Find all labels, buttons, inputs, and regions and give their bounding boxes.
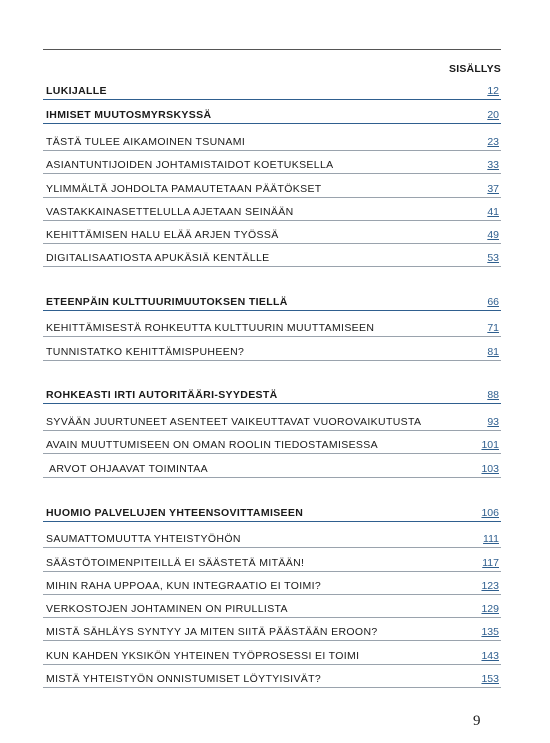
top-rule xyxy=(43,49,501,50)
entry-divider xyxy=(43,640,501,641)
toc-entry[interactable] xyxy=(43,250,501,267)
entry-title: MISTÄ YHTEISTYÖN ONNISTUMISET LÖYTYISIVÄT? xyxy=(46,673,322,685)
entry-divider xyxy=(43,360,501,361)
entry-title: DIGITALISAATIOSTA APUKÄSIÄ KENTÄLLE xyxy=(46,252,270,264)
entry-page-link[interactable]: 111 xyxy=(483,533,499,545)
toc-entry[interactable] xyxy=(43,181,501,198)
entry-page-link[interactable]: 41 xyxy=(487,206,499,218)
toc-entry[interactable] xyxy=(43,107,501,124)
entry-title: YLIMMÄLTÄ JOHDOLTA PAMAUTETAAN PÄÄTÖKSET xyxy=(46,183,322,195)
entry-title: IHMISET MUUTOSMYRSKYSSÄ xyxy=(46,109,212,121)
entry-page-link[interactable]: 71 xyxy=(487,322,499,334)
entry-title: KEHITTÄMISESTÄ ROHKEUTTA KULTTUURIN MUUTTAMISEEN xyxy=(46,322,375,334)
toc-entry[interactable] xyxy=(43,387,501,404)
toc-entry[interactable] xyxy=(43,578,501,595)
entry-page-link[interactable]: 53 xyxy=(487,252,499,264)
entry-page-link[interactable]: 123 xyxy=(481,580,499,592)
toc-entry[interactable] xyxy=(43,437,501,454)
toc-entry[interactable] xyxy=(43,624,501,641)
entry-divider xyxy=(43,430,501,431)
entry-title: TÄSTÄ TULEE AIKAMOINEN TSUNAMI xyxy=(46,136,246,148)
entry-divider xyxy=(43,173,501,174)
toc-entry[interactable] xyxy=(43,671,501,688)
entry-divider xyxy=(43,336,501,337)
entry-divider xyxy=(43,453,501,454)
entry-page-link[interactable]: 23 xyxy=(487,136,499,148)
entry-divider xyxy=(43,197,501,198)
toc-entry[interactable] xyxy=(43,227,501,244)
entry-title: VASTAKKAINASETTELULLA AJETAAN SEINÄÄN xyxy=(46,206,294,218)
toc-entry[interactable] xyxy=(43,83,501,100)
toc-entry[interactable] xyxy=(43,134,501,151)
entry-title: ASIANTUNTIJOIDEN JOHTAMISTAIDOT KOETUKSELLA xyxy=(46,159,334,171)
entry-divider xyxy=(43,99,501,100)
entry-page-link[interactable]: 20 xyxy=(487,109,499,121)
entry-page-link[interactable]: 37 xyxy=(487,183,499,195)
entry-page-link[interactable]: 106 xyxy=(481,507,499,519)
toc-entry[interactable] xyxy=(43,555,501,572)
entry-divider xyxy=(43,617,501,618)
entry-divider xyxy=(43,547,501,548)
entry-divider xyxy=(43,310,501,311)
toc-entry[interactable] xyxy=(43,320,501,337)
entry-page-link[interactable]: 129 xyxy=(481,603,499,615)
entry-divider xyxy=(43,266,501,267)
entry-page-link[interactable]: 12 xyxy=(487,85,499,97)
entry-page-link[interactable]: 103 xyxy=(481,463,499,475)
entry-title: MISTÄ SÄHLÄYS SYNTYY JA MITEN SIITÄ PÄÄSTÄÄN EROON? xyxy=(46,626,378,638)
entry-divider xyxy=(43,521,501,522)
entry-page-link[interactable]: 88 xyxy=(487,389,499,401)
entry-title: SÄÄSTÖTOIMENPITEILLÄ EI SÄÄSTETÄ MITÄÄN! xyxy=(46,557,305,569)
entry-page-link[interactable]: 117 xyxy=(482,557,499,569)
entry-page-link[interactable]: 33 xyxy=(487,159,499,171)
toc-entry[interactable] xyxy=(43,414,501,431)
entry-divider xyxy=(43,571,501,572)
entry-title: LUKIJALLE xyxy=(46,85,107,97)
entry-title: KUN KAHDEN YKSIKÖN YHTEINEN TYÖPROSESSI EI TOIMI xyxy=(46,650,360,662)
toc-entry[interactable] xyxy=(43,294,501,311)
entry-divider xyxy=(43,123,501,124)
entry-divider xyxy=(43,243,501,244)
toc-entry[interactable] xyxy=(43,505,501,522)
entry-page-link[interactable]: 153 xyxy=(481,673,499,685)
toc-entry[interactable] xyxy=(43,461,501,478)
entry-title: TUNNISTATKO KEHITTÄMISPUHEEN? xyxy=(46,346,245,358)
entry-divider xyxy=(43,220,501,221)
entry-title: ARVOT OHJAAVAT TOIMINTAA xyxy=(49,463,208,475)
entry-title: ETEENPÄIN KULTTUURIMUUTOKSEN TIELLÄ xyxy=(46,296,288,308)
toc-entry[interactable] xyxy=(43,344,501,361)
entry-page-link[interactable]: 81 xyxy=(487,346,499,358)
entry-divider xyxy=(43,687,501,688)
entry-title: KEHITTÄMISEN HALU ELÄÄ ARJEN TYÖSSÄ xyxy=(46,229,279,241)
entry-divider xyxy=(43,664,501,665)
entry-title: VERKOSTOJEN JOHTAMINEN ON PIRULLISTA xyxy=(46,603,288,615)
entry-divider xyxy=(43,403,501,404)
entry-divider xyxy=(43,594,501,595)
entry-title: ROHKEASTI IRTI AUTORITÄÄRI-SYYDESTÄ xyxy=(46,389,278,401)
entry-page-link[interactable]: 135 xyxy=(481,626,499,638)
entry-page-link[interactable]: 93 xyxy=(487,416,499,428)
entry-page-link[interactable]: 101 xyxy=(481,439,499,451)
entry-page-link[interactable]: 66 xyxy=(487,296,499,308)
toc-entry[interactable] xyxy=(43,204,501,221)
toc-entry[interactable] xyxy=(43,531,501,548)
entry-divider xyxy=(43,477,501,478)
page-number: 9 xyxy=(473,713,481,729)
toc-entry[interactable] xyxy=(43,601,501,618)
toc-entry[interactable] xyxy=(43,157,501,174)
entry-title: HUOMIO PALVELUJEN YHTEENSOVITTAMISEEN xyxy=(46,507,304,519)
toc-heading: SISÄLLYS xyxy=(449,63,501,75)
entry-page-link[interactable]: 49 xyxy=(487,229,499,241)
entry-title: SAUMATTOMUUTTA YHTEISTYÖHÖN xyxy=(46,533,241,545)
toc-entry[interactable] xyxy=(43,648,501,665)
entry-title: AVAIN MUUTTUMISEEN ON OMAN ROOLIN TIEDOSTAMISESSA xyxy=(46,439,378,451)
entry-title: MIHIN RAHA UPPOAA, KUN INTEGRAATIO EI TOIMI? xyxy=(46,580,322,592)
entry-title: SYVÄÄN JUURTUNEET ASENTEET VAIKEUTTAVAT VUOROVAIKUTUSTA xyxy=(46,416,422,428)
entry-divider xyxy=(43,150,501,151)
entry-page-link[interactable]: 143 xyxy=(481,650,499,662)
